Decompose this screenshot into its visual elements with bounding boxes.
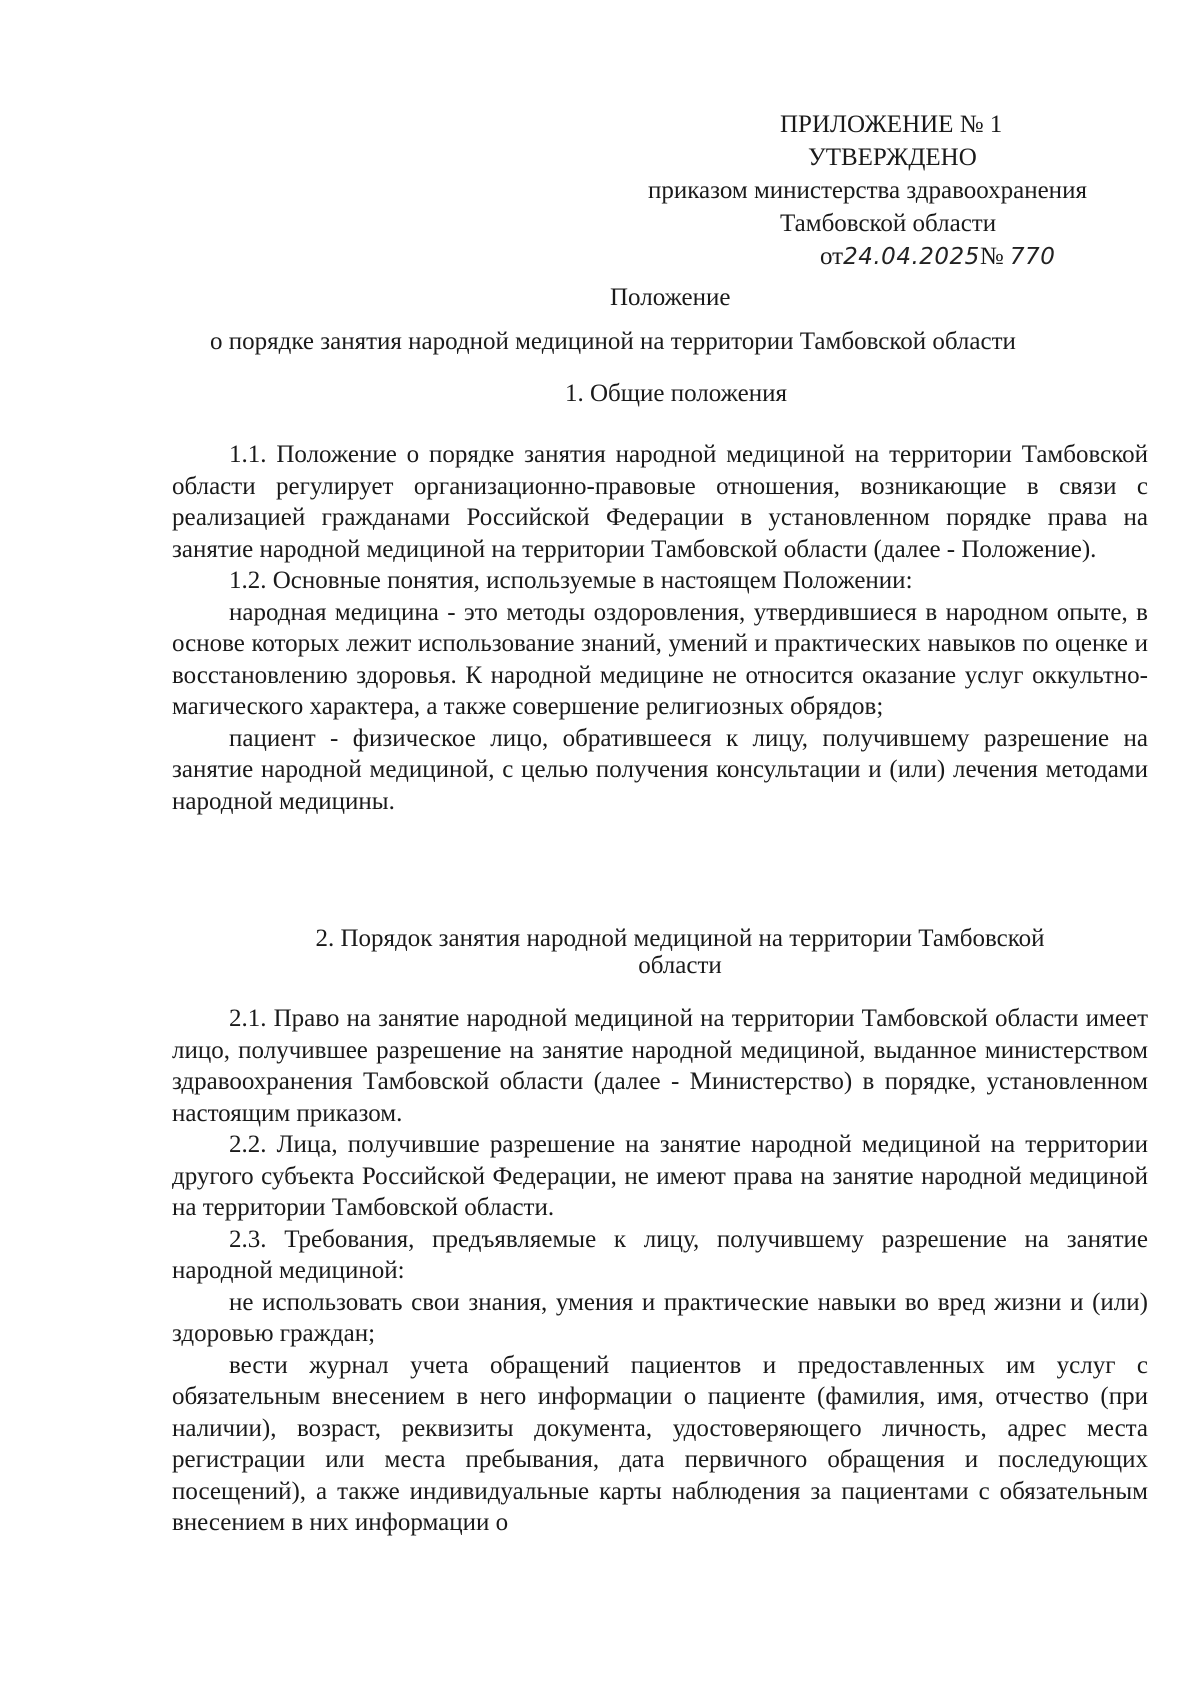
- section-1-body: [172, 439, 1148, 817]
- section-2-heading-line-1: 2. Порядок занятия народной медициной на территории Тамбовской: [315, 925, 1045, 952]
- section-1-heading: 1. Общие положения: [565, 380, 787, 407]
- number-prefix: №: [979, 243, 1004, 270]
- section-2-heading-line-2: области: [638, 952, 722, 979]
- paragraph: 2.1. Право на занятие народной медициной на территории Тамбовской области имеет лицо, получившее разрешение на занятие народной медициной, выданное министерством здравоохранения Тамбовской области (далее - Министерство) в порядке, установленном настоящим приказом.: [172, 1005, 1148, 1127]
- order-label: приказом министерства здравоохранения: [648, 177, 1087, 204]
- region-label: Тамбовской области: [780, 210, 997, 237]
- date-prefix: от: [820, 243, 844, 270]
- paragraph: 2.2. Лица, получившие разрешение на занятие народной медициной на территории другого субъекта Российской Федерации, не имеют права на занятие народной медициной на территории Тамбовской области.: [172, 1131, 1148, 1221]
- handwritten-number: 770: [1009, 244, 1056, 270]
- paragraph: 1.2. Основные понятия, используемые в настоящем Положении:: [229, 567, 913, 594]
- paragraph: 1.1. Положение о порядке занятия народной медициной на территории Тамбовской области регулирует организационно-правовые отношения, возникающие в связи с реализацией гражданами Российской Федерации в установленном порядке права на занятие народной медициной на территории Тамбовской области (далее - Положение).: [172, 441, 1148, 563]
- section-2-body: [172, 1003, 1148, 1539]
- appendix-label: ПРИЛОЖЕНИЕ № 1: [780, 111, 1003, 138]
- paragraph: пациент - физическое лицо, обратившееся к лицу, получившему разрешение на занятие народной медициной, с целью получения консультации и (или) лечения методами народной медицины.: [172, 724, 1148, 815]
- approved-label: УТВЕРЖДЕНО: [808, 144, 977, 171]
- paragraph: не использовать свои знания, умения и практические навыки во вред жизни и (или) здоровью граждан;: [172, 1288, 1148, 1347]
- document-subtitle: о порядке занятия народной медициной на территории Тамбовской области: [210, 328, 1016, 355]
- handwritten-date: 24.04.2025: [843, 244, 980, 270]
- paragraph: народная медицина - это методы оздоровления, утвердившиеся в народном опыте, в основе которых лежит использование знаний, умений и практических навыков по оценке и восстановлению здоровья. К народной медицине не относится оказание услуг оккультно-магического характера, а также совершение религиозных обрядов;: [172, 598, 1148, 720]
- document-title: Положение: [610, 284, 731, 311]
- paragraph: 2.3. Требования, предъявляемые к лицу, получившему разрешение на занятие народной медициной:: [172, 1225, 1148, 1284]
- section-2-heading: [240, 925, 1120, 979]
- order-date-line: [820, 240, 1180, 274]
- approval-stamp-block: [640, 108, 1180, 274]
- paragraph: вести журнал учета обращений пациентов и предоставленных им услуг с обязательным внесением в него информации о пациенте (фамилия, имя, отчество (при наличии), возраст, реквизиты документа, удостоверяющего личность, адрес места регистрации или места пребывания, дата первичного обращения и последующих посещений), а также индивидуальные карты наблюдения за пациентами с обязательным внесением в них информации о: [172, 1351, 1148, 1536]
